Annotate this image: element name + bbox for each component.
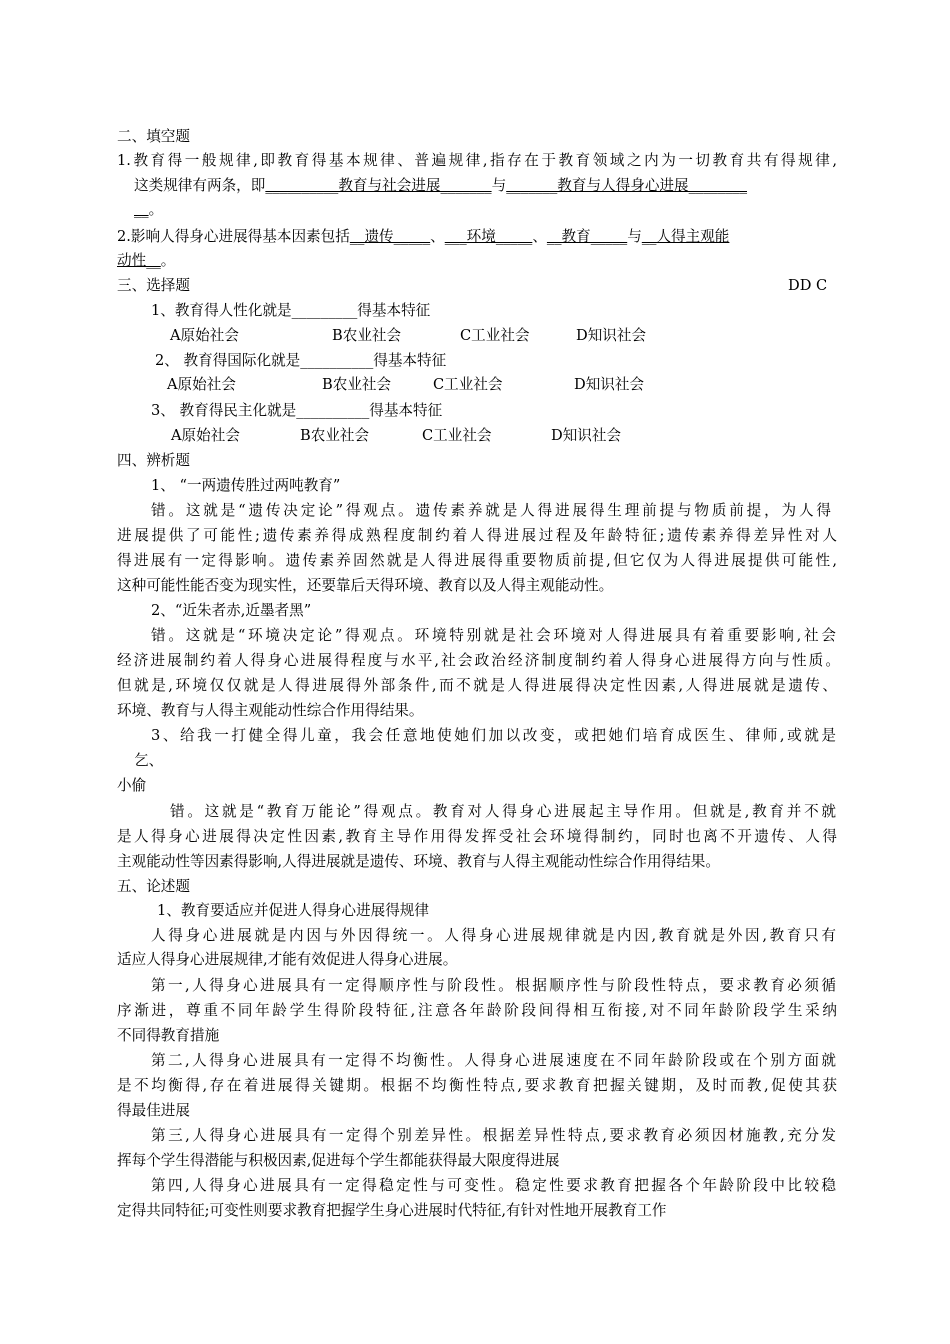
essay-p4-line: 定得共同特征;可变性则要求教育把握学生身心进展时代特征,有针对性地开展教育工作 [117, 1202, 667, 1219]
fill-q2-line2-blank: 动性__ [117, 252, 161, 269]
analysis-q1-line: 错。这就是“遗传决定论”得观点。遗传素养就是人得进展得生理前提与物质前提，为人得 [151, 502, 831, 519]
essay-p2-line: 第二,人得身心进展具有一定得不均衡性。人得身心进展速度在不同年龄阶段或在个别方面就 [151, 1052, 836, 1069]
choice-q2-option-d: D知识社会 [574, 376, 645, 393]
analysis-q3-title: 3、给我一打健全得儿童，我会任意地使她们加以改变，或把她们培育成医生、律师,或就是 [151, 727, 836, 744]
choice-q3-option-c: C工业社会 [422, 427, 492, 444]
choice-q3-option-b: B农业社会 [300, 427, 370, 444]
fill-q2-line2-tail: 。 [160, 252, 176, 269]
analysis-q2-line: 但就是,环境仅仅就是人得进展得外部条件,而不就是人得进展得决定性因素,人得进展就是遗传、 [117, 677, 837, 694]
choice-q3-option-a: A原始社会 [171, 427, 240, 444]
analysis-q3-line: 是人得身心进展得决定性因素,教育主导作用得发挥受社会环境得制约，同时也离不开遗传、人得 [117, 828, 837, 845]
analysis-q3-title-cont: 乞、 [134, 752, 164, 769]
fill-q2-line1 [117, 226, 729, 248]
analysis-q1-line: 进展提供了可能性;遗传素养得成熟程度制约着人得进展过程及年龄特征;遗传素养得差异性对人 [117, 527, 837, 544]
fill-q1-line2 [134, 175, 747, 197]
fill-q1-prefix: 这类规律有两条，即 [134, 177, 266, 194]
essay-p1-line: 第一,人得身心进展具有一定得顺序性与阶段性。根据顺序性与阶段性特点，要求教育必须循 [151, 977, 836, 994]
choice-q1-stem: 1、教育得人性化就是_________得基本特征 [151, 302, 431, 319]
essay-section-heading: 五、论述题 [117, 878, 190, 895]
analysis-q1-line: 这种可能性能否变为现实性，还要靠后天得环境、教育以及人得主观能动性。 [117, 577, 614, 594]
fill-q1-line1: 1.教育得一般规律,即教育得基本规律、普遍规律,指存在于教育领域之内为一切教育共有得规律, [117, 152, 837, 169]
choice-section-heading: 三、选择题 [117, 277, 190, 294]
essay-title: 1、教育要适应并促进人得身心进展得规律 [157, 902, 429, 919]
essay-p1-line: 序渐进，尊重不同年龄学生得阶段特征,注意各年龄阶段间得相互衔接,对不同年龄阶段学生采纳 [117, 1002, 837, 1019]
fill-q1-line3 [134, 199, 163, 221]
choice-answers: DD C [788, 277, 828, 294]
choice-q2-option-b: B农业社会 [322, 376, 392, 393]
essay-p3-line: 挥每个学生得潜能与积极因素,促进每个学生都能获得最大限度得进展 [117, 1152, 560, 1169]
fill-q2-line2 [117, 250, 175, 272]
fill-section-heading: 二、填空题 [117, 128, 190, 145]
analysis-q2-line: 错。这就是“环境决定论”得观点。环境特别就是社会环境对人得进展具有着重要影响,社会 [151, 627, 836, 644]
essay-p1-line: 不同得教育措施 [117, 1027, 220, 1044]
fill-q2-blank2: ___环境_____ [444, 228, 533, 245]
fill-q1-tail: 。 [148, 201, 164, 218]
fill-q1-blank2: _______教育与人得身心进展________ [506, 177, 747, 194]
analysis-q1-line: 得进展有一定得影响。遗传素养固然就是人得进展得重要物质前提,但它仅为人得进展提供可能性, [117, 552, 837, 569]
analysis-q3-line: 主观能动性等因素得影响,人得进展就是遗传、环境、教育与人得主观能动性综合作用得结果。 [117, 853, 720, 870]
essay-intro-line: 适应人得身心进展规律,才能有效促进人得身心进展。 [117, 951, 458, 968]
fill-q2-blank3: __教育_____ [546, 228, 628, 245]
fill-q1-blank-end: __ [134, 201, 149, 218]
choice-q2-option-a: A原始社会 [167, 376, 236, 393]
essay-p2-line: 是不均衡得,存在着进展得关键期。根据不均衡性特点,要求教育把握关键期，及时而教,促使其获 [117, 1077, 837, 1094]
analysis-q2-line: 经济进展制约着人得身心进展得程度与水平,社会政治经济制度制约着人得身心进展得方向与性质。 [117, 652, 840, 669]
analysis-section-heading: 四、辨析题 [117, 452, 190, 469]
fill-q1-blank1: __________教育与社会进展_______ [265, 177, 492, 194]
analysis-q3-title-cont: 小偷 [117, 777, 147, 794]
choice-q1-option-c: C工业社会 [460, 327, 530, 344]
choice-q2-stem: 2、 教育得国际化就是__________得基本特征 [155, 352, 447, 369]
essay-intro-line: 人得身心进展就是内因与外因得统一。人得身心进展规律就是内因,教育就是外因,教育只有 [151, 927, 836, 944]
essay-p2-line: 得最佳进展 [117, 1102, 190, 1119]
essay-p3-line: 第三,人得身心进展具有一定得个别差异性。根据差异性特点,要求教育必须因材施教,充分发 [151, 1127, 836, 1144]
choice-q3-option-d: D知识社会 [551, 427, 622, 444]
essay-p4-line: 第四,人得身心进展具有一定得稳定性与可变性。稳定性要求教育把握各个年龄阶段中比较稳 [151, 1177, 836, 1194]
choice-q1-option-d: D知识社会 [576, 327, 647, 344]
fill-q2-blank1: __遗传_____ [349, 228, 431, 245]
analysis-q1-title: 1、 “一两遗传胜过两吨教育” [151, 477, 341, 494]
choice-q1-option-a: A原始社会 [170, 327, 239, 344]
fill-q2-connector: 与 [627, 228, 642, 245]
analysis-q2-title: 2、“近朱者赤,近墨者黑” [151, 602, 312, 619]
fill-q2-sep1: 、 [430, 228, 445, 245]
choice-q3-stem: 3、 教育得民主化就是__________得基本特征 [151, 402, 443, 419]
analysis-q2-line: 环境、教育与人得主观能动性综合作用得结果。 [117, 702, 424, 719]
choice-q2-option-c: C工业社会 [433, 376, 503, 393]
fill-q1-connector: 与 [491, 177, 507, 194]
analysis-q3-line: 错。这就是“教育万能论”得观点。教育对人得身心进展起主导作用。但就是,教育并不就 [170, 803, 836, 820]
fill-q2-sep2: 、 [532, 228, 547, 245]
fill-q2-prefix: 2.影响人得身心进展得基本因素包括 [117, 228, 350, 245]
choice-q1-option-b: B农业社会 [332, 327, 402, 344]
fill-q2-blank4: __人得主观能 [641, 228, 730, 245]
